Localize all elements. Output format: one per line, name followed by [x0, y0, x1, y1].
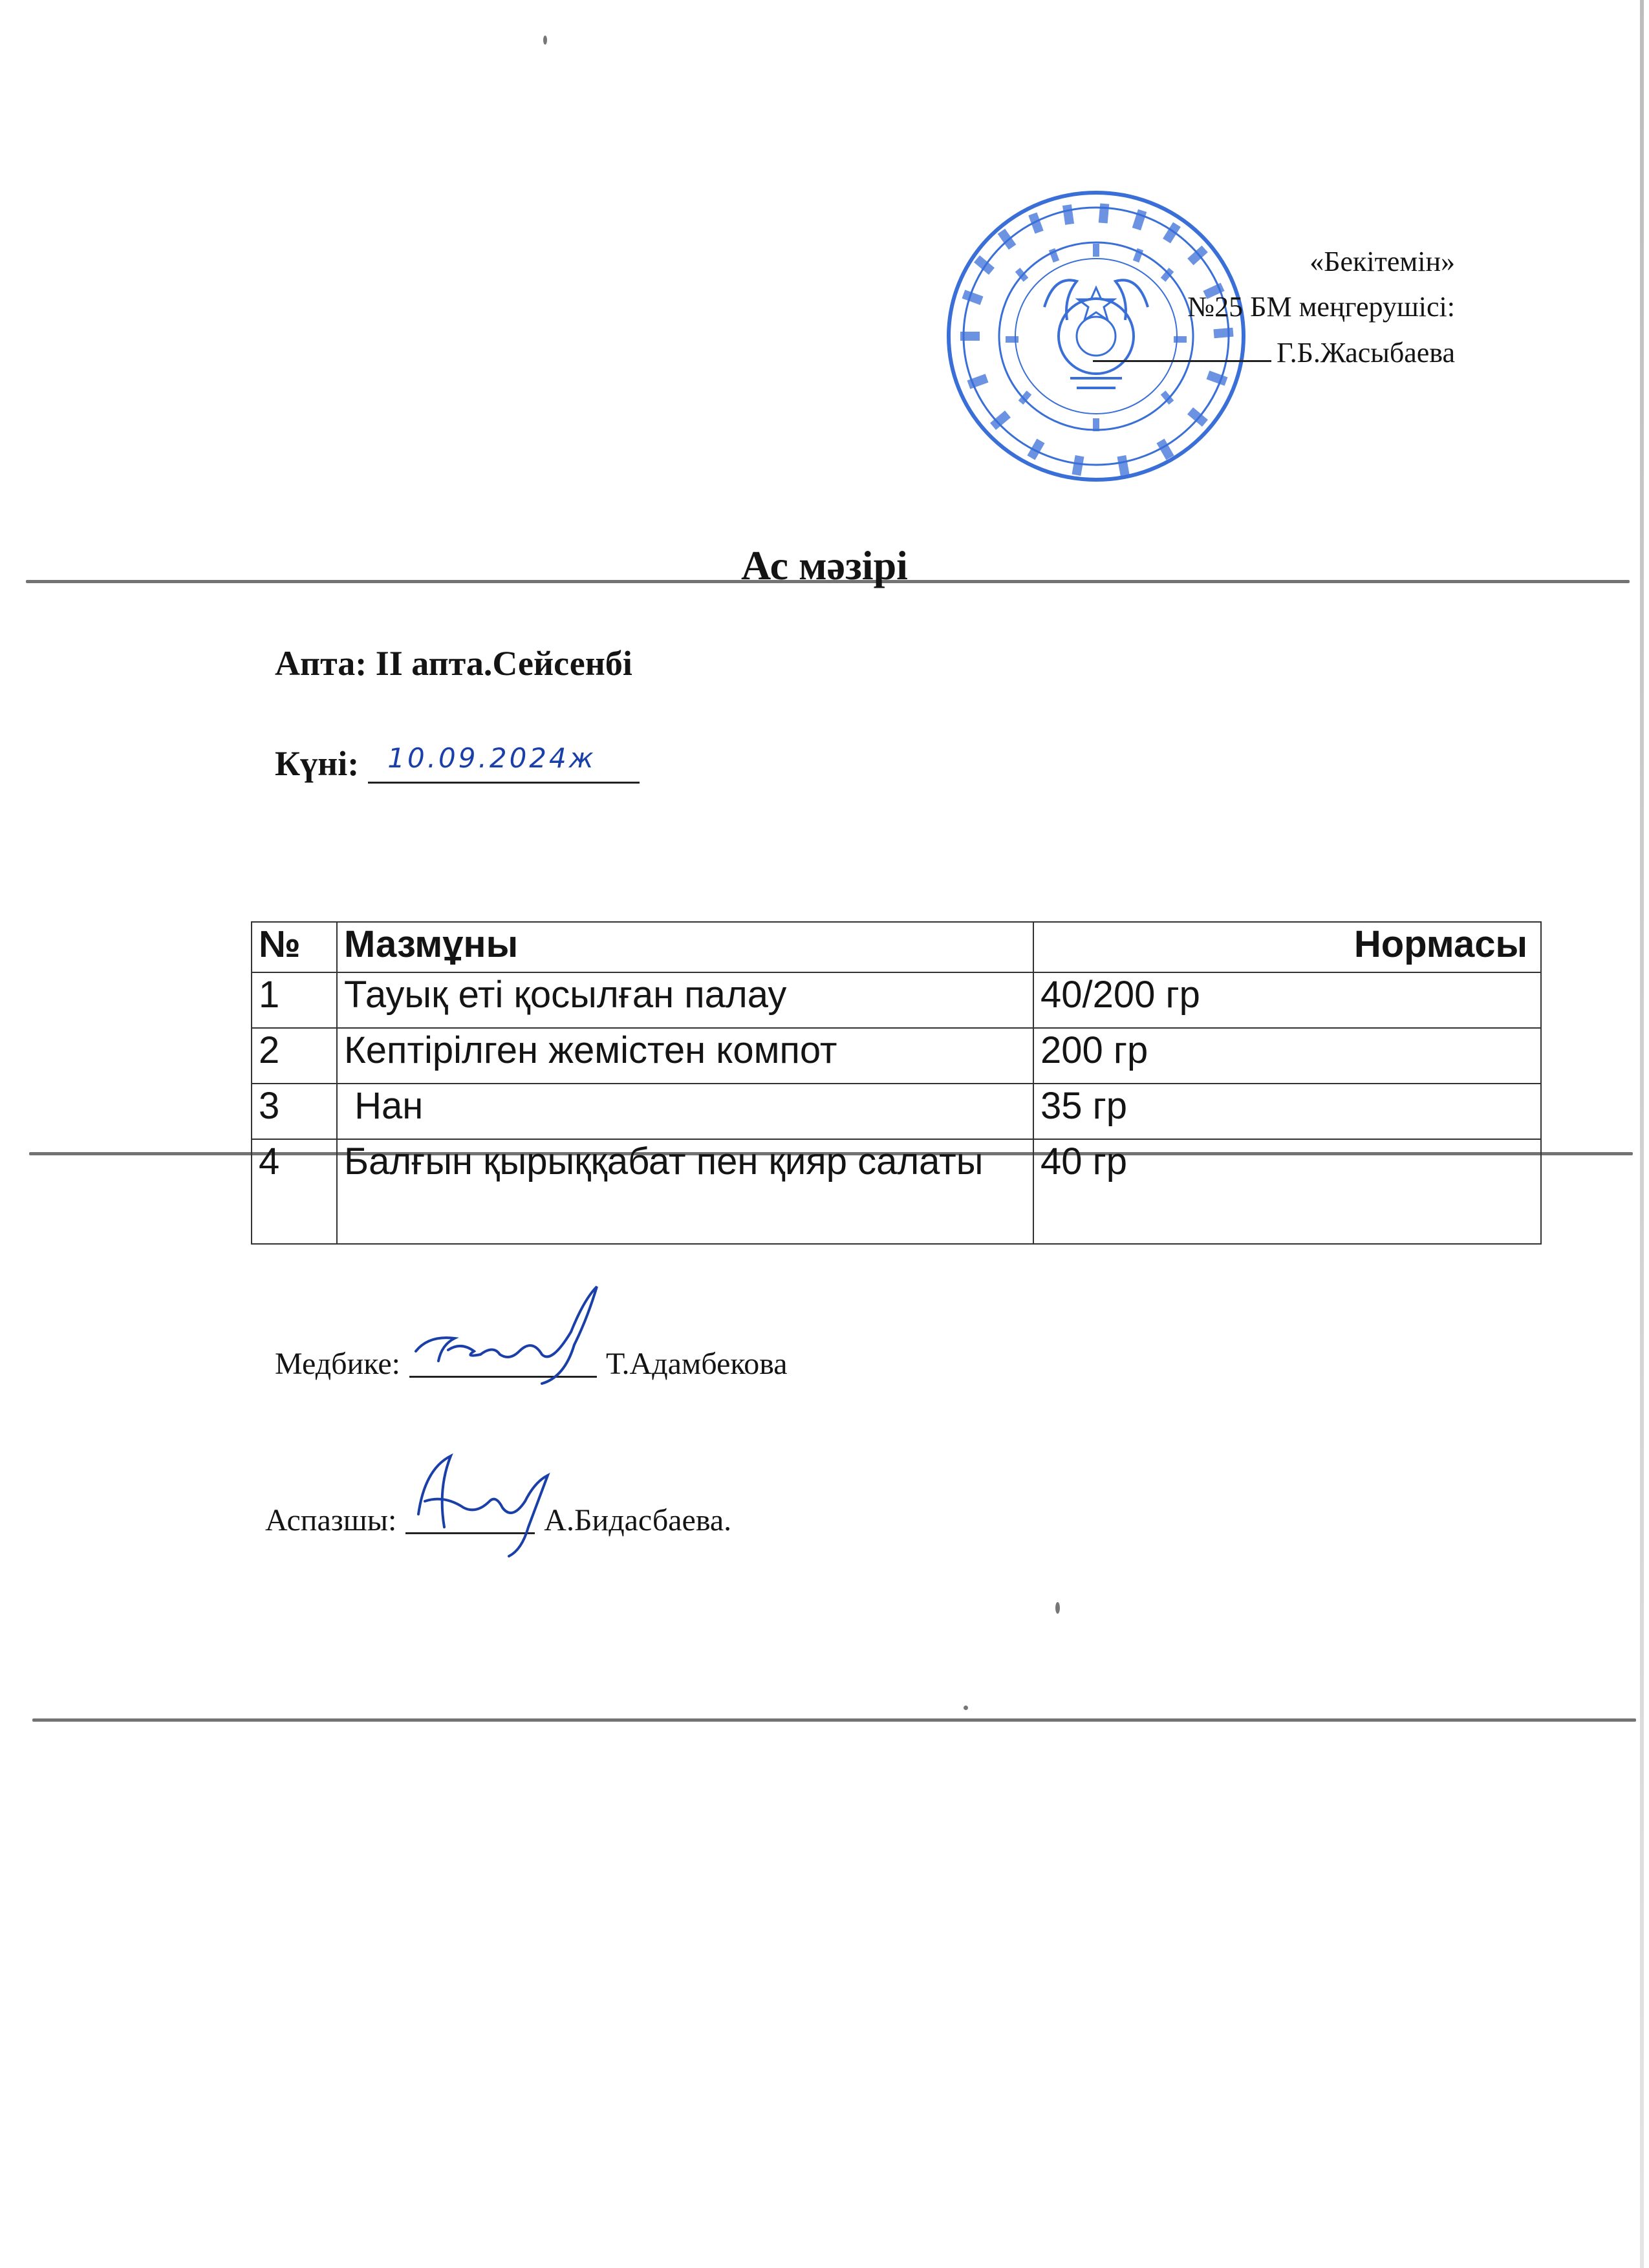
cook-name: А.Бидасбаева.	[544, 1503, 732, 1537]
approval-position: №25 БМ меңгерушісі:	[1187, 291, 1455, 323]
nurse-signature	[403, 1274, 623, 1390]
scan-speck	[543, 36, 547, 45]
row-content: Тауық еті қосылған палау	[337, 972, 1033, 1028]
table-row	[252, 972, 1541, 1028]
cook-label: Аспазшы:	[265, 1503, 397, 1537]
approval-block	[1093, 239, 1455, 376]
table-header-row	[252, 922, 1541, 972]
scan-artifact-line	[32, 1718, 1636, 1722]
row-number: 3	[252, 1084, 337, 1139]
table-row	[252, 1028, 1541, 1084]
cook-signature-row	[265, 1501, 731, 1538]
date-label: Күні:	[275, 744, 360, 783]
row-number: 1	[252, 972, 337, 1028]
cook-signature	[399, 1430, 567, 1559]
row-content: Нан	[337, 1084, 1033, 1139]
nurse-label: Медбике:	[275, 1347, 401, 1381]
row-number: 4	[252, 1139, 337, 1244]
row-number: 2	[252, 1028, 337, 1084]
nurse-name: Т.Адамбекова	[606, 1347, 788, 1381]
scan-speck	[964, 1706, 968, 1710]
table-row	[252, 1139, 1541, 1244]
menu-table	[251, 921, 1542, 1245]
column-header-number: №	[252, 922, 337, 972]
approval-title: «Бекітемін»	[1310, 246, 1455, 277]
row-content: Балғын қырыққабат пен қияр салаты	[337, 1139, 1033, 1244]
cook-signature-line	[405, 1501, 535, 1534]
date-handwritten: 10.09.2024ж	[387, 742, 596, 774]
scan-speck	[1055, 1602, 1060, 1614]
row-norm: 200 гр	[1033, 1028, 1541, 1084]
approval-signature-row	[1093, 330, 1455, 376]
nurse-signature-row	[275, 1345, 788, 1382]
nurse-signature-line	[409, 1345, 597, 1378]
row-norm: 40/200 гр	[1033, 972, 1541, 1028]
approval-name: Г.Б.Жасыбаева	[1277, 336, 1455, 369]
table-row	[252, 1084, 1541, 1139]
row-norm: 40 гр	[1033, 1139, 1541, 1244]
date-row	[275, 744, 640, 784]
date-field	[368, 742, 640, 784]
row-content: Кептірілген жемістен компот	[337, 1028, 1033, 1084]
approval-signature-line	[1093, 354, 1271, 362]
column-header-content: Мазмұны	[337, 922, 1033, 972]
row-norm: 35 гр	[1033, 1084, 1541, 1139]
week-line: Апта: II апта.Сейсенбі	[275, 644, 632, 683]
page-title: Ас мәзірі	[741, 542, 908, 588]
column-header-norm: Нормасы	[1033, 922, 1541, 972]
scan-edge	[1640, 0, 1644, 2268]
